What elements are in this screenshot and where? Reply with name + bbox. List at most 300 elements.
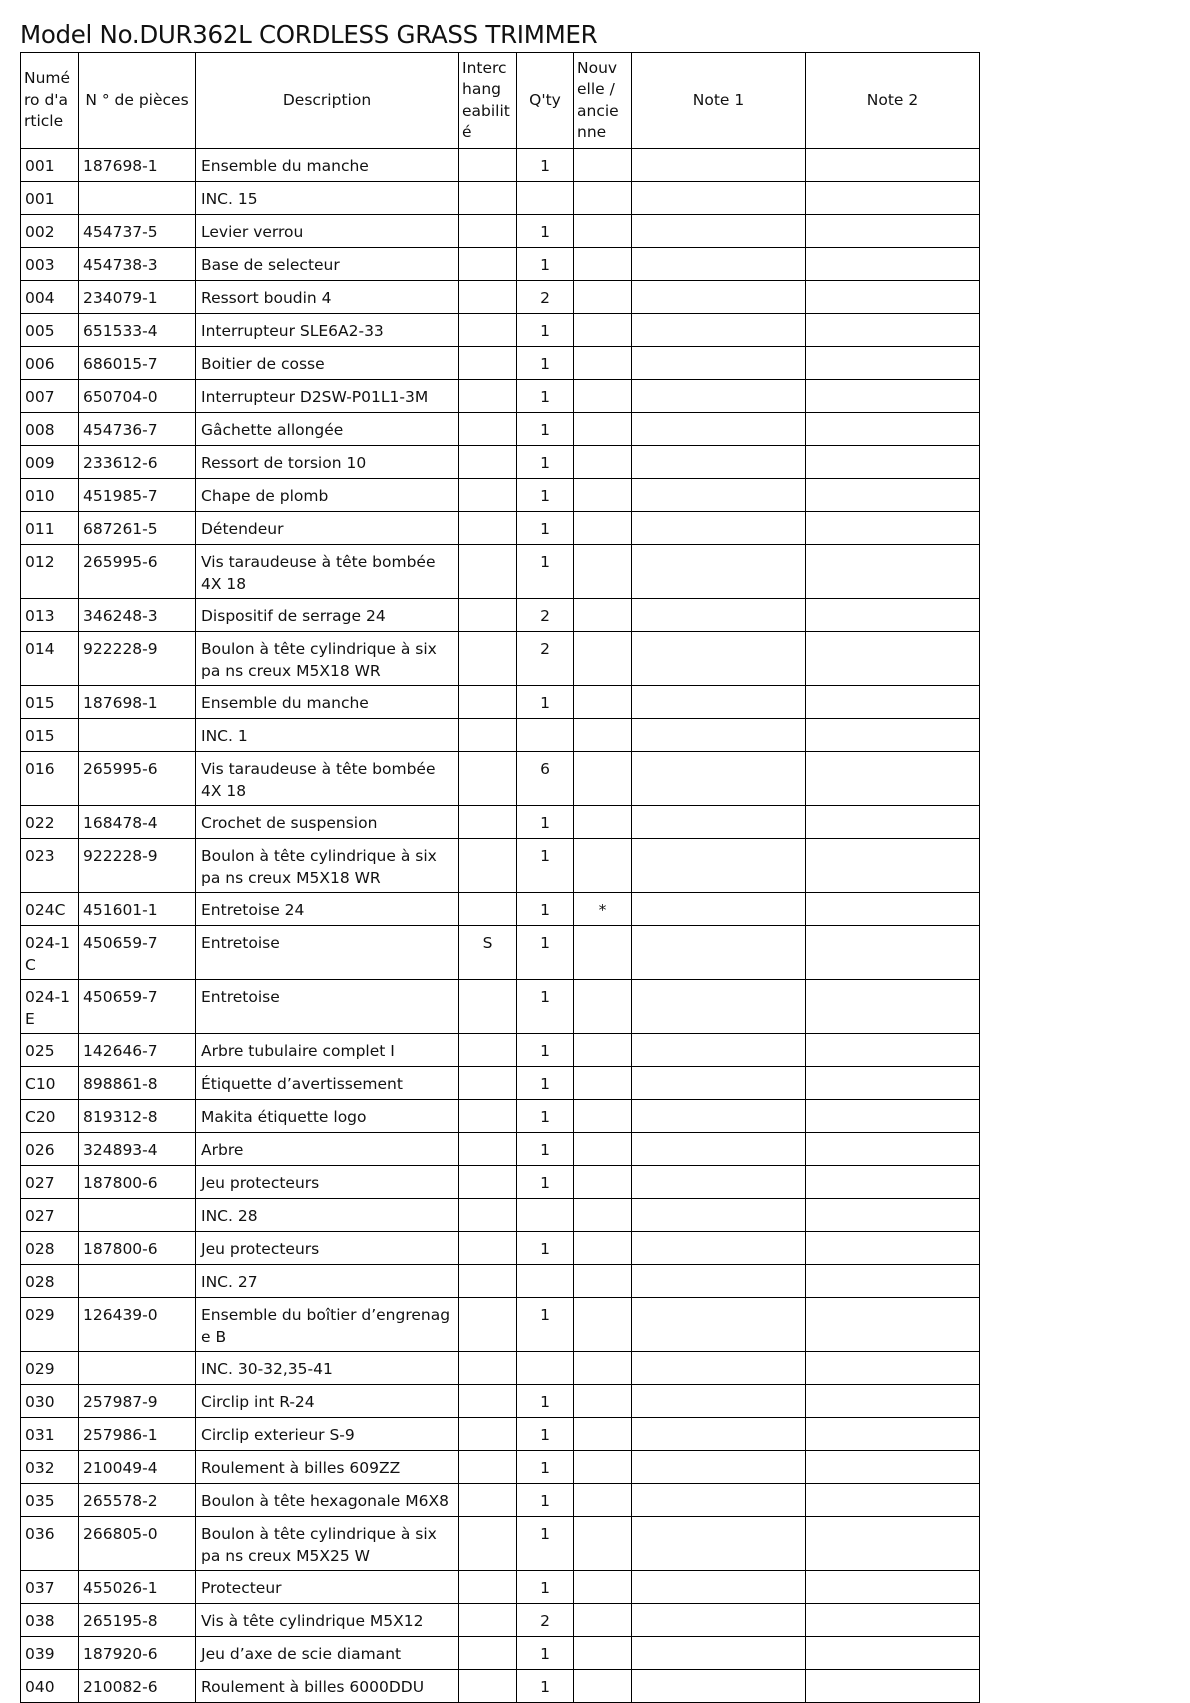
cell-qty: 1 xyxy=(517,839,574,893)
cell-new-old xyxy=(574,413,632,446)
cell-qty: 1 xyxy=(517,248,574,281)
cell-part-no: 346248-3 xyxy=(79,599,196,632)
cell-interchangeability xyxy=(459,1352,517,1385)
column-header-note2: Note 2 xyxy=(806,53,980,149)
cell-note2 xyxy=(806,1199,980,1232)
cell-item-no: 004 xyxy=(21,281,79,314)
cell-qty: 1 xyxy=(517,479,574,512)
cell-note1 xyxy=(632,1517,806,1571)
cell-item-no: 001 xyxy=(21,149,79,182)
cell-qty: 1 xyxy=(517,1670,574,1703)
cell-qty: 1 xyxy=(517,686,574,719)
cell-item-no: 040 xyxy=(21,1670,79,1703)
cell-new-old xyxy=(574,1637,632,1670)
cell-description: Base de selecteur xyxy=(196,248,459,281)
cell-note1 xyxy=(632,980,806,1034)
table-row xyxy=(21,281,980,314)
cell-part-no xyxy=(79,182,196,215)
cell-new-old xyxy=(574,1385,632,1418)
cell-description: Roulement à billes 6000DDU xyxy=(196,1670,459,1703)
cell-new-old xyxy=(574,599,632,632)
cell-qty: 1 xyxy=(517,545,574,599)
cell-item-no: 028 xyxy=(21,1265,79,1298)
table-row xyxy=(21,545,980,599)
cell-note2 xyxy=(806,1034,980,1067)
cell-part-no: 266805-0 xyxy=(79,1517,196,1571)
cell-new-old xyxy=(574,512,632,545)
cell-new-old xyxy=(574,1100,632,1133)
cell-description: INC. 15 xyxy=(196,182,459,215)
table-row xyxy=(21,1484,980,1517)
cell-description: Jeu protecteurs xyxy=(196,1232,459,1265)
cell-part-no: 126439-0 xyxy=(79,1298,196,1352)
cell-interchangeability xyxy=(459,512,517,545)
cell-note1 xyxy=(632,1232,806,1265)
cell-note2 xyxy=(806,182,980,215)
cell-new-old xyxy=(574,347,632,380)
table-row xyxy=(21,1298,980,1352)
cell-description: INC. 27 xyxy=(196,1265,459,1298)
cell-interchangeability xyxy=(459,1517,517,1571)
column-header-new-old: Nouv elle / ancie nne xyxy=(574,53,632,149)
cell-note2 xyxy=(806,1637,980,1670)
cell-item-no: 025 xyxy=(21,1034,79,1067)
cell-qty: 1 xyxy=(517,1166,574,1199)
cell-new-old xyxy=(574,149,632,182)
table-row xyxy=(21,719,980,752)
cell-note1 xyxy=(632,1385,806,1418)
cell-qty: 1 xyxy=(517,1418,574,1451)
cell-part-no: 233612-6 xyxy=(79,446,196,479)
table-row xyxy=(21,149,980,182)
cell-part-no: 187800-6 xyxy=(79,1166,196,1199)
cell-note2 xyxy=(806,1418,980,1451)
cell-new-old xyxy=(574,1232,632,1265)
table-row xyxy=(21,1517,980,1571)
cell-item-no: 032 xyxy=(21,1451,79,1484)
cell-description: Ensemble du manche xyxy=(196,149,459,182)
table-row xyxy=(21,1133,980,1166)
cell-new-old xyxy=(574,281,632,314)
cell-item-no: 029 xyxy=(21,1352,79,1385)
cell-interchangeability xyxy=(459,1385,517,1418)
cell-item-no: 027 xyxy=(21,1199,79,1232)
cell-qty: 1 xyxy=(517,926,574,980)
cell-qty xyxy=(517,1199,574,1232)
cell-qty: 1 xyxy=(517,347,574,380)
table-row xyxy=(21,839,980,893)
cell-qty: 1 xyxy=(517,893,574,926)
cell-part-no: 265995-6 xyxy=(79,752,196,806)
cell-new-old xyxy=(574,248,632,281)
cell-qty: 1 xyxy=(517,1571,574,1604)
cell-new-old xyxy=(574,1166,632,1199)
cell-note2 xyxy=(806,1298,980,1352)
cell-description: Levier verrou xyxy=(196,215,459,248)
table-row xyxy=(21,1571,980,1604)
cell-interchangeability xyxy=(459,380,517,413)
cell-item-no: 001 xyxy=(21,182,79,215)
table-row xyxy=(21,1100,980,1133)
cell-new-old xyxy=(574,632,632,686)
cell-qty: 2 xyxy=(517,1604,574,1637)
cell-interchangeability xyxy=(459,1637,517,1670)
cell-new-old xyxy=(574,1199,632,1232)
cell-description: Vis à tête cylindrique M5X12 xyxy=(196,1604,459,1637)
cell-item-no: 031 xyxy=(21,1418,79,1451)
cell-note2 xyxy=(806,1133,980,1166)
cell-note2 xyxy=(806,1385,980,1418)
cell-description: Interrupteur D2SW-P01L1-3M xyxy=(196,380,459,413)
table-row xyxy=(21,1670,980,1703)
cell-item-no: 024-1E xyxy=(21,980,79,1034)
cell-part-no: 451601-1 xyxy=(79,893,196,926)
cell-part-no: 257986-1 xyxy=(79,1418,196,1451)
cell-note1 xyxy=(632,806,806,839)
cell-item-no: 008 xyxy=(21,413,79,446)
cell-interchangeability xyxy=(459,248,517,281)
cell-note2 xyxy=(806,347,980,380)
column-header-item-no: Numé ro d'a rticle xyxy=(21,53,79,149)
cell-part-no xyxy=(79,1352,196,1385)
cell-note1 xyxy=(632,1265,806,1298)
cell-note2 xyxy=(806,215,980,248)
cell-interchangeability xyxy=(459,281,517,314)
cell-description: Étiquette d’avertissement xyxy=(196,1067,459,1100)
cell-part-no: 265578-2 xyxy=(79,1484,196,1517)
cell-item-no: 026 xyxy=(21,1133,79,1166)
cell-interchangeability xyxy=(459,1451,517,1484)
cell-description: Entretoise xyxy=(196,926,459,980)
cell-note2 xyxy=(806,281,980,314)
cell-qty: 1 xyxy=(517,1100,574,1133)
cell-note1 xyxy=(632,1484,806,1517)
parts-table xyxy=(20,52,980,1703)
cell-part-no: 187800-6 xyxy=(79,1232,196,1265)
cell-interchangeability xyxy=(459,1133,517,1166)
cell-item-no: 037 xyxy=(21,1571,79,1604)
cell-interchangeability xyxy=(459,314,517,347)
cell-interchangeability xyxy=(459,545,517,599)
cell-new-old xyxy=(574,1670,632,1703)
cell-item-no: 024-1C xyxy=(21,926,79,980)
cell-qty: 1 xyxy=(517,980,574,1034)
cell-part-no: 187920-6 xyxy=(79,1637,196,1670)
cell-item-no: 009 xyxy=(21,446,79,479)
cell-part-no: 142646-7 xyxy=(79,1034,196,1067)
cell-part-no: 898861-8 xyxy=(79,1067,196,1100)
cell-description: Interrupteur SLE6A2-33 xyxy=(196,314,459,347)
cell-qty: 1 xyxy=(517,1067,574,1100)
cell-part-no: 210082-6 xyxy=(79,1670,196,1703)
cell-new-old xyxy=(574,446,632,479)
cell-description: Détendeur xyxy=(196,512,459,545)
cell-interchangeability xyxy=(459,752,517,806)
table-row xyxy=(21,893,980,926)
cell-note1 xyxy=(632,446,806,479)
cell-qty: 1 xyxy=(517,1517,574,1571)
table-row xyxy=(21,752,980,806)
table-row xyxy=(21,1637,980,1670)
cell-new-old xyxy=(574,479,632,512)
cell-new-old xyxy=(574,752,632,806)
cell-note1 xyxy=(632,1604,806,1637)
table-row xyxy=(21,413,980,446)
cell-new-old xyxy=(574,1133,632,1166)
cell-note1 xyxy=(632,719,806,752)
cell-note1 xyxy=(632,1298,806,1352)
cell-new-old xyxy=(574,1418,632,1451)
cell-item-no: 027 xyxy=(21,1166,79,1199)
cell-interchangeability xyxy=(459,446,517,479)
cell-part-no: 210049-4 xyxy=(79,1451,196,1484)
cell-description: Dispositif de serrage 24 xyxy=(196,599,459,632)
cell-new-old xyxy=(574,1484,632,1517)
cell-description: Entretoise xyxy=(196,980,459,1034)
cell-item-no: C20 xyxy=(21,1100,79,1133)
cell-note1 xyxy=(632,1133,806,1166)
cell-interchangeability xyxy=(459,1166,517,1199)
cell-part-no: 922228-9 xyxy=(79,839,196,893)
table-row xyxy=(21,446,980,479)
cell-description: Protecteur xyxy=(196,1571,459,1604)
cell-qty: 1 xyxy=(517,1484,574,1517)
cell-part-no: 455026-1 xyxy=(79,1571,196,1604)
cell-new-old xyxy=(574,545,632,599)
parts-table-body xyxy=(21,149,980,1703)
cell-note1 xyxy=(632,632,806,686)
cell-qty: 1 xyxy=(517,446,574,479)
cell-part-no: 451985-7 xyxy=(79,479,196,512)
cell-item-no: 014 xyxy=(21,632,79,686)
cell-item-no: 002 xyxy=(21,215,79,248)
cell-note2 xyxy=(806,1604,980,1637)
cell-note1 xyxy=(632,215,806,248)
cell-note2 xyxy=(806,1232,980,1265)
cell-interchangeability xyxy=(459,1298,517,1352)
cell-part-no: 265195-8 xyxy=(79,1604,196,1637)
column-header-qty: Q'ty xyxy=(517,53,574,149)
cell-description: Boulon à tête cylindrique à six pa ns creux M5X18 WR xyxy=(196,632,459,686)
cell-note2 xyxy=(806,632,980,686)
table-row xyxy=(21,1199,980,1232)
column-header-part-no: N ° de pièces xyxy=(79,53,196,149)
cell-note2 xyxy=(806,1166,980,1199)
cell-note1 xyxy=(632,1418,806,1451)
cell-description: INC. 30-32,35-41 xyxy=(196,1352,459,1385)
cell-interchangeability xyxy=(459,1199,517,1232)
cell-interchangeability xyxy=(459,413,517,446)
cell-qty: 1 xyxy=(517,1133,574,1166)
cell-part-no: 819312-8 xyxy=(79,1100,196,1133)
cell-interchangeability xyxy=(459,806,517,839)
cell-note2 xyxy=(806,446,980,479)
cell-interchangeability xyxy=(459,182,517,215)
cell-interchangeability xyxy=(459,839,517,893)
cell-item-no: 030 xyxy=(21,1385,79,1418)
table-row xyxy=(21,1385,980,1418)
cell-description: Ressort de torsion 10 xyxy=(196,446,459,479)
cell-qty: 1 xyxy=(517,380,574,413)
cell-note2 xyxy=(806,1517,980,1571)
cell-part-no xyxy=(79,1199,196,1232)
cell-interchangeability xyxy=(459,1034,517,1067)
cell-note1 xyxy=(632,479,806,512)
cell-note2 xyxy=(806,248,980,281)
cell-description: Vis taraudeuse à tête bombée 4X 18 xyxy=(196,752,459,806)
cell-part-no: 168478-4 xyxy=(79,806,196,839)
cell-note2 xyxy=(806,1451,980,1484)
cell-qty: 1 xyxy=(517,1232,574,1265)
table-row xyxy=(21,512,980,545)
cell-qty: 1 xyxy=(517,1034,574,1067)
cell-note1 xyxy=(632,1034,806,1067)
cell-note2 xyxy=(806,806,980,839)
cell-qty: 2 xyxy=(517,632,574,686)
cell-item-no: 015 xyxy=(21,686,79,719)
cell-note2 xyxy=(806,1484,980,1517)
cell-qty: 1 xyxy=(517,1385,574,1418)
cell-new-old xyxy=(574,314,632,347)
cell-new-old xyxy=(574,182,632,215)
cell-item-no: 023 xyxy=(21,839,79,893)
cell-part-no: 686015-7 xyxy=(79,347,196,380)
cell-interchangeability xyxy=(459,599,517,632)
cell-note1 xyxy=(632,893,806,926)
cell-item-no: 005 xyxy=(21,314,79,347)
cell-item-no: 024C xyxy=(21,893,79,926)
cell-item-no: 038 xyxy=(21,1604,79,1637)
cell-note1 xyxy=(632,182,806,215)
cell-note1 xyxy=(632,1352,806,1385)
cell-note1 xyxy=(632,149,806,182)
cell-interchangeability xyxy=(459,1604,517,1637)
cell-qty: 1 xyxy=(517,1451,574,1484)
cell-item-no: 015 xyxy=(21,719,79,752)
cell-note1 xyxy=(632,1199,806,1232)
cell-item-no: 010 xyxy=(21,479,79,512)
cell-qty: 1 xyxy=(517,806,574,839)
cell-qty: 2 xyxy=(517,281,574,314)
cell-description: Circlip exterieur S-9 xyxy=(196,1418,459,1451)
table-row xyxy=(21,806,980,839)
cell-description: Roulement à billes 609ZZ xyxy=(196,1451,459,1484)
cell-note2 xyxy=(806,1670,980,1703)
cell-new-old: * xyxy=(574,893,632,926)
cell-note2 xyxy=(806,314,980,347)
table-row xyxy=(21,632,980,686)
cell-note1 xyxy=(632,926,806,980)
cell-description: INC. 28 xyxy=(196,1199,459,1232)
cell-description: Entretoise 24 xyxy=(196,893,459,926)
table-row xyxy=(21,215,980,248)
cell-description: Jeu d’axe de scie diamant xyxy=(196,1637,459,1670)
cell-new-old xyxy=(574,1451,632,1484)
cell-note1 xyxy=(632,281,806,314)
cell-note1 xyxy=(632,380,806,413)
table-header-row xyxy=(21,53,980,149)
cell-note2 xyxy=(806,1067,980,1100)
cell-new-old xyxy=(574,1604,632,1637)
cell-interchangeability xyxy=(459,1067,517,1100)
cell-note1 xyxy=(632,752,806,806)
cell-note1 xyxy=(632,413,806,446)
cell-note1 xyxy=(632,314,806,347)
cell-interchangeability xyxy=(459,1484,517,1517)
cell-part-no: 450659-7 xyxy=(79,926,196,980)
table-row xyxy=(21,1604,980,1637)
cell-description: Jeu protecteurs xyxy=(196,1166,459,1199)
cell-note2 xyxy=(806,380,980,413)
table-row xyxy=(21,686,980,719)
cell-item-no: C10 xyxy=(21,1067,79,1100)
cell-description: Chape de plomb xyxy=(196,479,459,512)
cell-description: Boitier de cosse xyxy=(196,347,459,380)
cell-new-old xyxy=(574,719,632,752)
cell-note1 xyxy=(632,347,806,380)
table-row xyxy=(21,980,980,1034)
cell-item-no: 029 xyxy=(21,1298,79,1352)
cell-note2 xyxy=(806,893,980,926)
cell-part-no: 187698-1 xyxy=(79,686,196,719)
cell-interchangeability xyxy=(459,719,517,752)
cell-new-old xyxy=(574,1265,632,1298)
cell-interchangeability xyxy=(459,1100,517,1133)
cell-description: Boulon à tête hexagonale M6X8 xyxy=(196,1484,459,1517)
cell-description: Arbre xyxy=(196,1133,459,1166)
cell-qty: 1 xyxy=(517,413,574,446)
cell-part-no: 450659-7 xyxy=(79,980,196,1034)
cell-new-old xyxy=(574,1067,632,1100)
table-row xyxy=(21,479,980,512)
cell-part-no xyxy=(79,1265,196,1298)
cell-item-no: 011 xyxy=(21,512,79,545)
cell-qty: 1 xyxy=(517,314,574,347)
cell-note2 xyxy=(806,479,980,512)
table-row xyxy=(21,926,980,980)
cell-part-no: 454737-5 xyxy=(79,215,196,248)
cell-item-no: 028 xyxy=(21,1232,79,1265)
cell-part-no: 650704-0 xyxy=(79,380,196,413)
cell-note2 xyxy=(806,1265,980,1298)
cell-note1 xyxy=(632,1637,806,1670)
cell-new-old xyxy=(574,806,632,839)
table-row xyxy=(21,1034,980,1067)
cell-note1 xyxy=(632,512,806,545)
cell-note1 xyxy=(632,839,806,893)
column-header-interchangeability: Interc hang eabilit é xyxy=(459,53,517,149)
cell-new-old xyxy=(574,686,632,719)
cell-note2 xyxy=(806,1571,980,1604)
cell-item-no: 007 xyxy=(21,380,79,413)
cell-part-no: 265995-6 xyxy=(79,545,196,599)
cell-part-no: 324893-4 xyxy=(79,1133,196,1166)
cell-item-no: 016 xyxy=(21,752,79,806)
cell-note2 xyxy=(806,149,980,182)
cell-note2 xyxy=(806,1100,980,1133)
cell-new-old xyxy=(574,1517,632,1571)
cell-interchangeability xyxy=(459,893,517,926)
cell-note1 xyxy=(632,1166,806,1199)
cell-interchangeability xyxy=(459,1232,517,1265)
cell-interchangeability xyxy=(459,149,517,182)
cell-note1 xyxy=(632,686,806,719)
cell-note1 xyxy=(632,248,806,281)
cell-new-old xyxy=(574,1298,632,1352)
cell-note2 xyxy=(806,752,980,806)
cell-item-no: 039 xyxy=(21,1637,79,1670)
cell-part-no: 454738-3 xyxy=(79,248,196,281)
